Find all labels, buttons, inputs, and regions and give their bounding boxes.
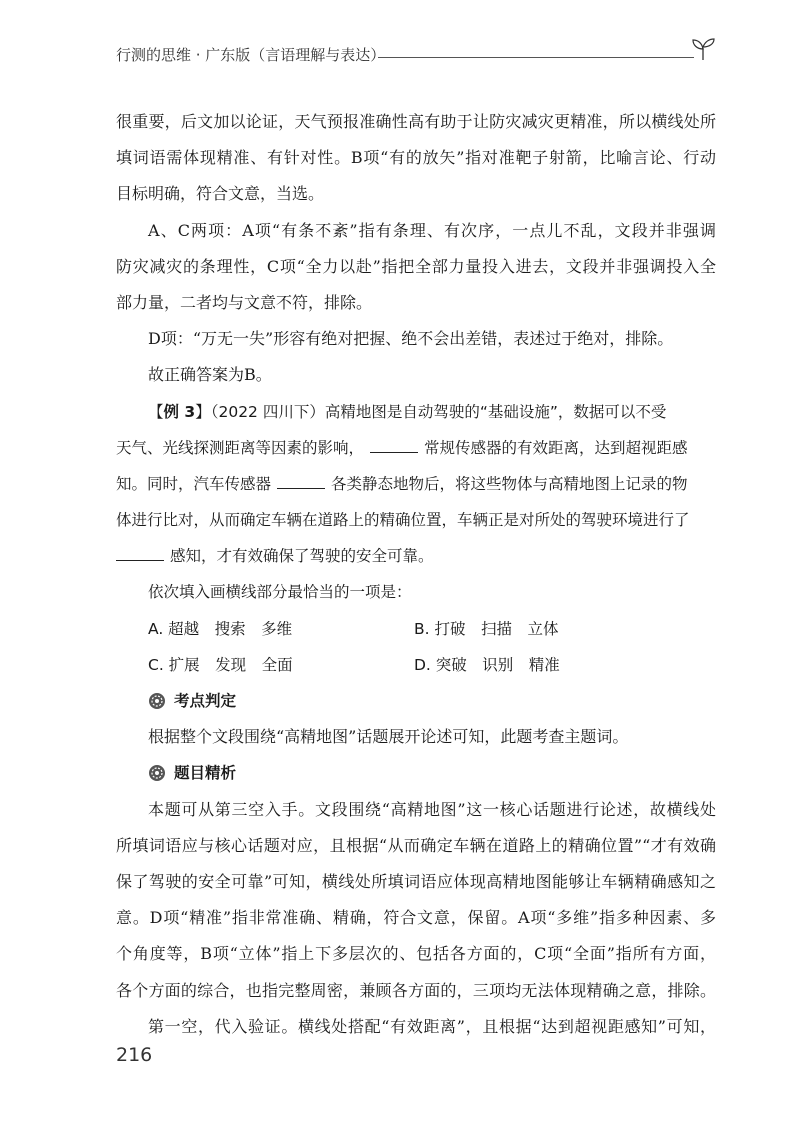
example-bracket-left-icon: 【 — [148, 402, 164, 421]
example-text: （2022 四川下）高精地图是自动驾驶的“基础设施”，数据可以不受 — [210, 402, 667, 421]
page-body — [116, 104, 716, 1045]
option-c: C. 扩展 发现 全面 — [148, 655, 293, 674]
section-heading — [116, 683, 716, 719]
example-text: 常规传感器的有效距离，达到超视距感 — [424, 438, 688, 457]
option-d: D. 突破 识别 精准 — [414, 655, 560, 674]
example-line — [116, 538, 716, 574]
question-prompt: 依次填入画横线部分最恰当的一项是： — [148, 583, 412, 602]
text-line: 意。D项“精准”指非常准确、精确，符合文意，保留。A项“多维”指多种因素、多 — [116, 908, 716, 928]
example-text: 感知，才有效确保了驾驶的安全可靠。 — [170, 547, 434, 566]
text-line: 目标明确，符合文意，当选。 — [116, 184, 325, 204]
running-header — [116, 42, 716, 70]
option-a: A. 超越 搜索 多维 — [148, 619, 293, 638]
example-bracket-right-icon: 】 — [195, 402, 211, 421]
header-rule — [378, 57, 694, 58]
page-number: 216 — [116, 1044, 153, 1066]
option-row — [116, 647, 716, 683]
example-line — [116, 430, 716, 466]
text-line: 根据整个文段围绕“高精地图”话题展开论述可知，此题考查主题词。 — [148, 727, 629, 747]
text-line: 故正确答案为B。 — [148, 365, 272, 385]
text-line: 所填词语应与核心话题对应，且根据“从而确定车辆在道路上的精确位置”“才有效确 — [116, 835, 716, 855]
section-title: 题目精析 — [174, 764, 237, 783]
fill-blank — [116, 546, 164, 561]
text-line: 填词语需体现精准、有针对性。B项“有的放矢”指对准靶子射箭，比喻言论、行动 — [116, 148, 716, 168]
example-tag: 例 3 — [163, 402, 196, 421]
example-line — [116, 394, 716, 430]
text-line: 部力量，二者均与文意不符，排除。 — [116, 292, 373, 312]
text-line: 防灾减灾的条理性，C项“全力以赴”指把全部力量投入进去，文段并非强调投入全 — [116, 256, 716, 276]
text-line: 保了驾驶的安全可靠”可知，横线处所填词语应体现高精地图能够让车辆精确感知之 — [116, 871, 716, 891]
fill-blank — [370, 438, 418, 453]
header-title: 行测的思维 · 广东版（言语理解与表达） — [116, 46, 386, 64]
text-line: A、C两项：A项“有条不紊”指有条理、有次序，一点儿不乱，文段并非强调 — [148, 220, 716, 240]
text-line: 第一空，代入验证。横线处搭配“有效距离”，且根据“达到超视距感知”可知， — [148, 1016, 716, 1036]
text-line: 很重要，后文加以论证，天气预报准确性高有助于让防灾减灾更精准，所以横线处所 — [116, 112, 716, 131]
example-line: 体进行比对，从而确定车辆在道路上的精确位置，车辆正是对所处的驾驶环境进行了 — [116, 511, 690, 530]
text-line: 本题可从第三空入手。文段围绕“高精地图”这一核心话题进行论述，故横线处 — [148, 799, 716, 819]
text-line: D项：“万无一失”形容有绝对把握、绝不会出差错，表述过于绝对，排除。 — [148, 329, 674, 349]
example-line — [116, 466, 716, 502]
text-line: 个角度等，B项“立体”指上下多层次的、包括各方面的，C项“全面”指所有方面， — [116, 944, 716, 964]
sprout-icon — [690, 36, 716, 62]
flower-badge-icon — [148, 692, 166, 710]
example-text: 各类静态地物后，将这些物体与高精地图上记录的物 — [331, 474, 688, 493]
text-line: 各个方面的综合，也指完整周密，兼顾各方面的，三项均无法体现精确之意，排除。 — [116, 980, 716, 1000]
fill-blank — [277, 474, 325, 489]
example-text: 天气、光线探测距离等因素的影响， — [116, 438, 365, 457]
flower-badge-icon — [148, 764, 166, 782]
section-title: 考点判定 — [174, 692, 237, 710]
section-heading — [116, 755, 716, 791]
example-text: 知。同时，汽车传感器 — [116, 474, 272, 493]
option-b: B. 打破 扫描 立体 — [414, 619, 559, 638]
option-row — [116, 611, 716, 647]
